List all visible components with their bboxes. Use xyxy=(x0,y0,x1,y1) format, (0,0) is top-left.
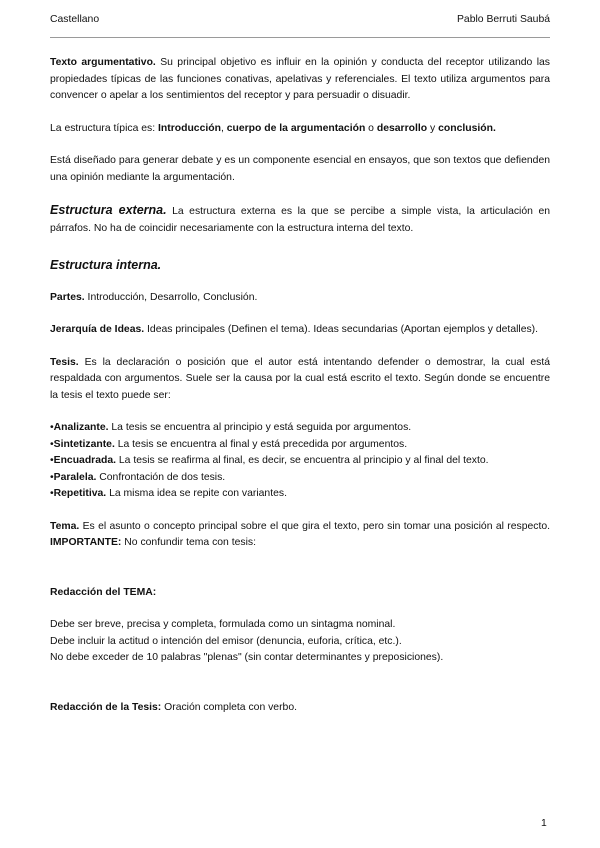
term-texto-argumentativo: Texto argumentativo. xyxy=(50,57,156,68)
heading-redaccion-tema: Redacción del TEMA: xyxy=(50,586,157,598)
paragraph-partes: Partes. Introducción, Desarrollo, Conclusión. xyxy=(50,291,258,303)
paragraph-texto-argumentativo: Texto argumentativo. Su principal objetivo es influir en la opinión y conducta del receptor utilizando las propiedades típicas de las funciones conativas, apelativas y referenciales. El texto utiliza argumentos para convencer o apelar a los sentimientos del receptor y para persuadir o disuadir. xyxy=(50,57,550,101)
list-item: •Encuadrada. La tesis se reafirma al final, es decir, se encuentra al principio y al final del texto. xyxy=(50,455,489,466)
list-item: •Repetitiva. La misma idea se repite con variantes. xyxy=(50,488,287,499)
paragraph-jerarquia: Jerarquía de Ideas. Ideas principales (Definen el tema). Ideas secundarias (Aportan ejemplos y detalles). xyxy=(50,324,539,335)
heading-estructura-interna: Estructura interna. xyxy=(50,258,162,272)
list-item: •Sintetizante. La tesis se encuentra al final y está precedida por argumentos. xyxy=(50,438,408,450)
paragraph-debate: Está diseñado para generar debate y es un componente esencial en ensayos, que son textos que defienden una opinión mediante la argumentación. xyxy=(50,155,550,183)
heading-estructura-externa: Estructura externa. xyxy=(50,203,167,217)
paragraph-estructura-externa: Estructura externa. La estructura externa es la que se percibe a simple vista, la articulación en párrafos. No ha de coincidir necesariamente con la estructura interna del texto. xyxy=(50,203,550,234)
tesis-types-list xyxy=(50,420,550,503)
header-subject: Castellano xyxy=(50,14,100,25)
list-item: •Paralela. Confrontación de dos tesis. xyxy=(50,471,226,483)
page-number: 1 xyxy=(541,818,547,829)
page-header xyxy=(50,12,550,30)
paragraph-tema: Tema. Es el asunto o concepto principal sobre el que gira el texto, pero sin tomar una posición al respecto. IMPORTANTE: No confundir tema con tesis: xyxy=(50,520,550,548)
paragraph-tesis: Tesis. Es la declaración o posición que el autor está intentando defender o demostrar, la cual está respaldada con argumentos. Suele ser la causa por la cual está escrito el texto. Según donde se encuentre la tesis el texto puede ser: xyxy=(50,356,550,401)
list-item: No debe exceder de 10 palabras "plenas" (sin contar determinantes y preposiciones). xyxy=(50,652,444,663)
header-author: Pablo Berruti Saubá xyxy=(457,14,550,25)
document-body xyxy=(50,55,550,716)
list-item: •Analizante. La tesis se encuentra al principio y está seguida por argumentos. xyxy=(50,422,412,433)
list-item: Debe ser breve, precisa y completa, formulada como un sintagma nominal. xyxy=(50,619,396,630)
paragraph-redaccion-tesis: Redacción de la Tesis: Oración completa con verbo. xyxy=(50,701,297,713)
list-item: Debe incluir la actitud o intención del emisor (denuncia, euforia, crítica, etc.). xyxy=(50,635,402,647)
header-divider xyxy=(50,37,550,38)
paragraph-estructura-tipica: La estructura típica es: Introducción, cuerpo de la argumentación o desarrollo y conclusión. xyxy=(50,122,496,134)
redaccion-tema-lines xyxy=(50,617,550,667)
